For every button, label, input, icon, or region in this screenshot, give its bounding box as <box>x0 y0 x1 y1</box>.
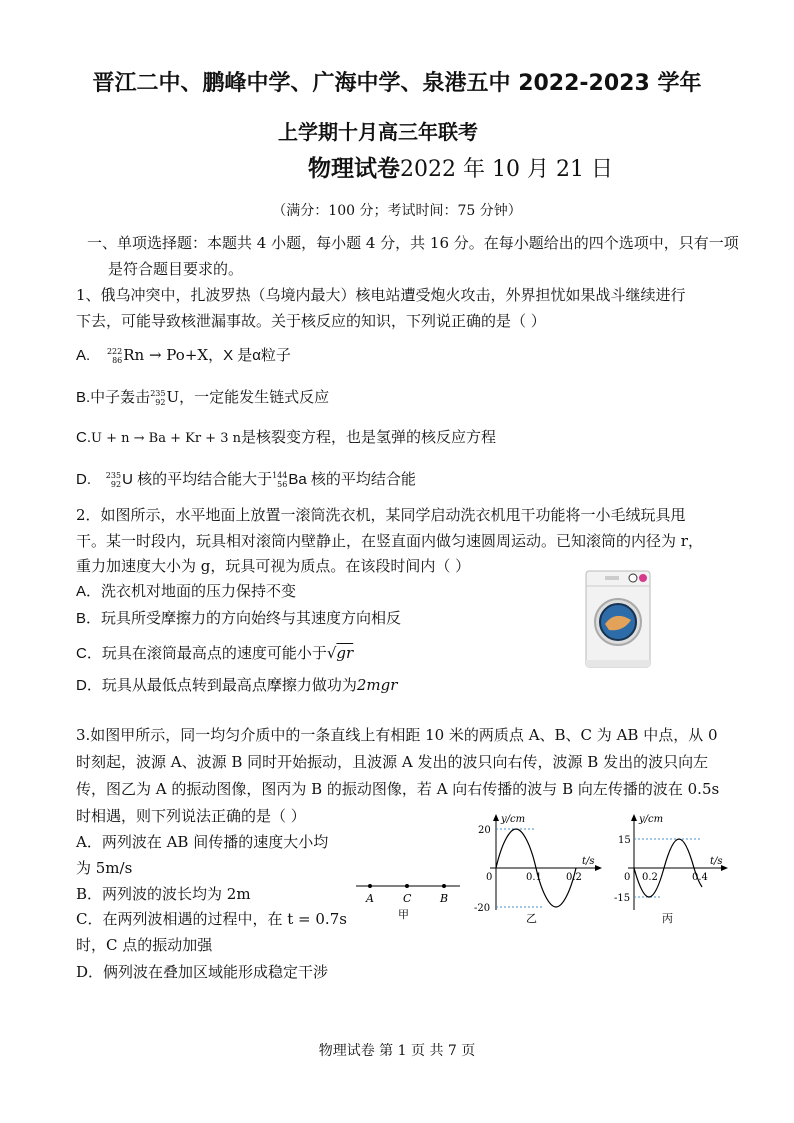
figure-jia-label: 甲 <box>398 908 409 921</box>
q1-stem: 1、俄乌冲突中，扎波罗热（乌境内最大）核电站遭受炮火攻击，外界担忧如果战斗继续进行 <box>76 286 686 304</box>
figure-jia <box>354 874 464 924</box>
q2-c-text: C．玩具在滚筒最高点的速度可能小于 <box>76 645 327 662</box>
exam-meta: （满分：100 分；考试时间：75 分钟） <box>272 203 522 219</box>
yi-tick-20: 20 <box>478 825 491 836</box>
q3-stem-cont3: 时相遇，则下列说法正确的是（ ） <box>76 807 306 825</box>
q2-option-d <box>76 674 397 695</box>
q1-option-d: D. 235 92 U 核的平均结合能大于 144 56 Ba 核的平均结合能 <box>76 471 416 489</box>
yi-tick-0.2: 0.2 <box>566 872 582 883</box>
figure-yi <box>474 812 604 924</box>
section-heading: 一、单项选择题：本题共 4 小题，每小题 4 分，共 16 分。在每小题给出的四个选项中，只有一项 <box>87 234 739 252</box>
q1-c-equation: U + n → Ba + Kr + 3 n <box>91 431 241 446</box>
q1-option-b: B.中子轰击 235 92 U，一定能发生链式反应 <box>76 388 330 408</box>
yi-tick-neg20: -20 <box>474 903 491 914</box>
option-label: A. <box>76 347 91 364</box>
bing-tick-0: 0 <box>624 872 631 883</box>
exam-title-line2: 上学期十月高三年联考 <box>278 120 478 144</box>
exam-subject-date <box>308 150 613 183</box>
q3-option-c-cont: 时，C 点的振动加强 <box>76 936 213 954</box>
subject-title: 物理试卷 <box>308 156 400 182</box>
bing-ylabel: y/cm <box>639 814 664 825</box>
q3-option-b: B．两列波的波长均为 2m <box>76 885 251 903</box>
q2-d-text: D．玩具从最低点转到最高点摩擦力做功为 <box>76 677 357 694</box>
q2-c-sqrt: √gr <box>326 644 354 662</box>
q3-option-c: C．在两列波相遇的过程中，在 t = 0.7s <box>76 910 347 928</box>
q3-stem-cont: 时刻起，波源 A、波源 B 同时开始振动，且波源 A 发出的波只向右传，波源 B 发出的波只向左 <box>76 753 709 771</box>
q1-c-text: 是核裂变方程，也是氢弹的核反应方程 <box>240 429 496 446</box>
q3-option-d: D．俩列波在叠加区域能形成稳定干涉 <box>76 963 329 981</box>
q1-stem-cont: 下去，可能导致核泄漏事故。关于核反应的知识，下列说正确的是（ ） <box>76 312 546 330</box>
yi-tick-0: 0 <box>486 872 493 883</box>
q2-d-math: 2mgr <box>356 676 398 694</box>
q2-option-c <box>76 642 353 663</box>
q1-a-text: ，X 是α粒子 <box>208 347 291 364</box>
point-c-label: C <box>403 892 412 905</box>
bing-xlabel: t/s <box>710 856 723 867</box>
yi-ylabel: y/cm <box>501 814 526 825</box>
exam-title-line1: 晋江二中、鹏峰中学、广海中学、泉港五中 2022-2023 学年 <box>92 71 702 96</box>
yi-xlabel: t/s <box>582 856 595 867</box>
q3-option-a: A．两列波在 AB 间传播的速度大小均 <box>76 833 329 851</box>
option-label: D. <box>76 471 91 488</box>
q2-option-b: B．玩具所受摩擦力的方向始终与其速度方向相反 <box>76 610 402 627</box>
q1-option-a: A. 222 86 Rn → Po+X，X 是α粒子 <box>76 346 291 365</box>
bing-tick-0.4: 0.4 <box>692 872 708 883</box>
q2-c-math: gr <box>336 644 354 662</box>
point-a-label: A <box>366 892 374 905</box>
bing-tick-0.2: 0.2 <box>642 872 658 883</box>
q1-b-text: ，一定能发生链式反应 <box>179 389 330 406</box>
section-heading-cont: 是符合题目要求的。 <box>108 260 244 278</box>
washing-machine-image <box>585 570 651 670</box>
option-label: C. <box>76 429 91 446</box>
page-footer: 物理试卷 第 1 页 共 7 页 <box>318 1043 476 1059</box>
q3-stem-cont2: 传，图乙为 A 的振动图像，图丙为 B 的振动图像，若 A 向右传播的波与 B 向左传播的波在 0.5s <box>76 780 720 798</box>
q2-stem-cont2: 重力加速度大小为 g，玩具可视为质点。在该段时间内（ ） <box>76 557 471 575</box>
figure-yi-label: 乙 <box>526 912 537 924</box>
q1-d-text2: Ba 核的平均结合能 <box>288 471 416 488</box>
q2-option-a: A．洗衣机对地面的压力保持不变 <box>76 583 297 600</box>
option-label: B.中子轰击 <box>76 389 151 406</box>
point-b-label: B <box>440 892 449 905</box>
figure-bing-label: 丙 <box>662 912 673 924</box>
q1-a-equation: Rn → Po+X <box>123 346 209 364</box>
q1-option-c <box>76 426 496 447</box>
q2-stem-cont: 干。某一时段内，玩具相对滚筒内壁静止，在竖直面内做匀速圆周运动。已知滚筒的内径为 r， <box>76 532 703 550</box>
bing-tick-neg15: -15 <box>614 893 631 904</box>
q3-stem: 3.如图甲所示，同一均匀介质中的一条直线上有相距 10 米的两质点 A、B、C 为 AB 中点，从 0 <box>76 726 718 744</box>
figure-bing <box>612 812 736 924</box>
bing-tick-15: 15 <box>618 835 631 846</box>
yi-tick-0.1: 0.1 <box>526 872 542 883</box>
q1-d-text1: U 核的平均结合能大于 <box>122 471 273 488</box>
q3-option-a-cont: 为 5m/s <box>76 859 133 877</box>
q2-stem: 2．如图所示，水平地面上放置一滚筒洗衣机，某同学启动洗衣机甩干功能将一小毛绒玩具甩 <box>76 506 686 524</box>
q1-b-symbol: U <box>166 388 180 406</box>
exam-date: 2022 年 10 月 21 日 <box>400 157 613 182</box>
